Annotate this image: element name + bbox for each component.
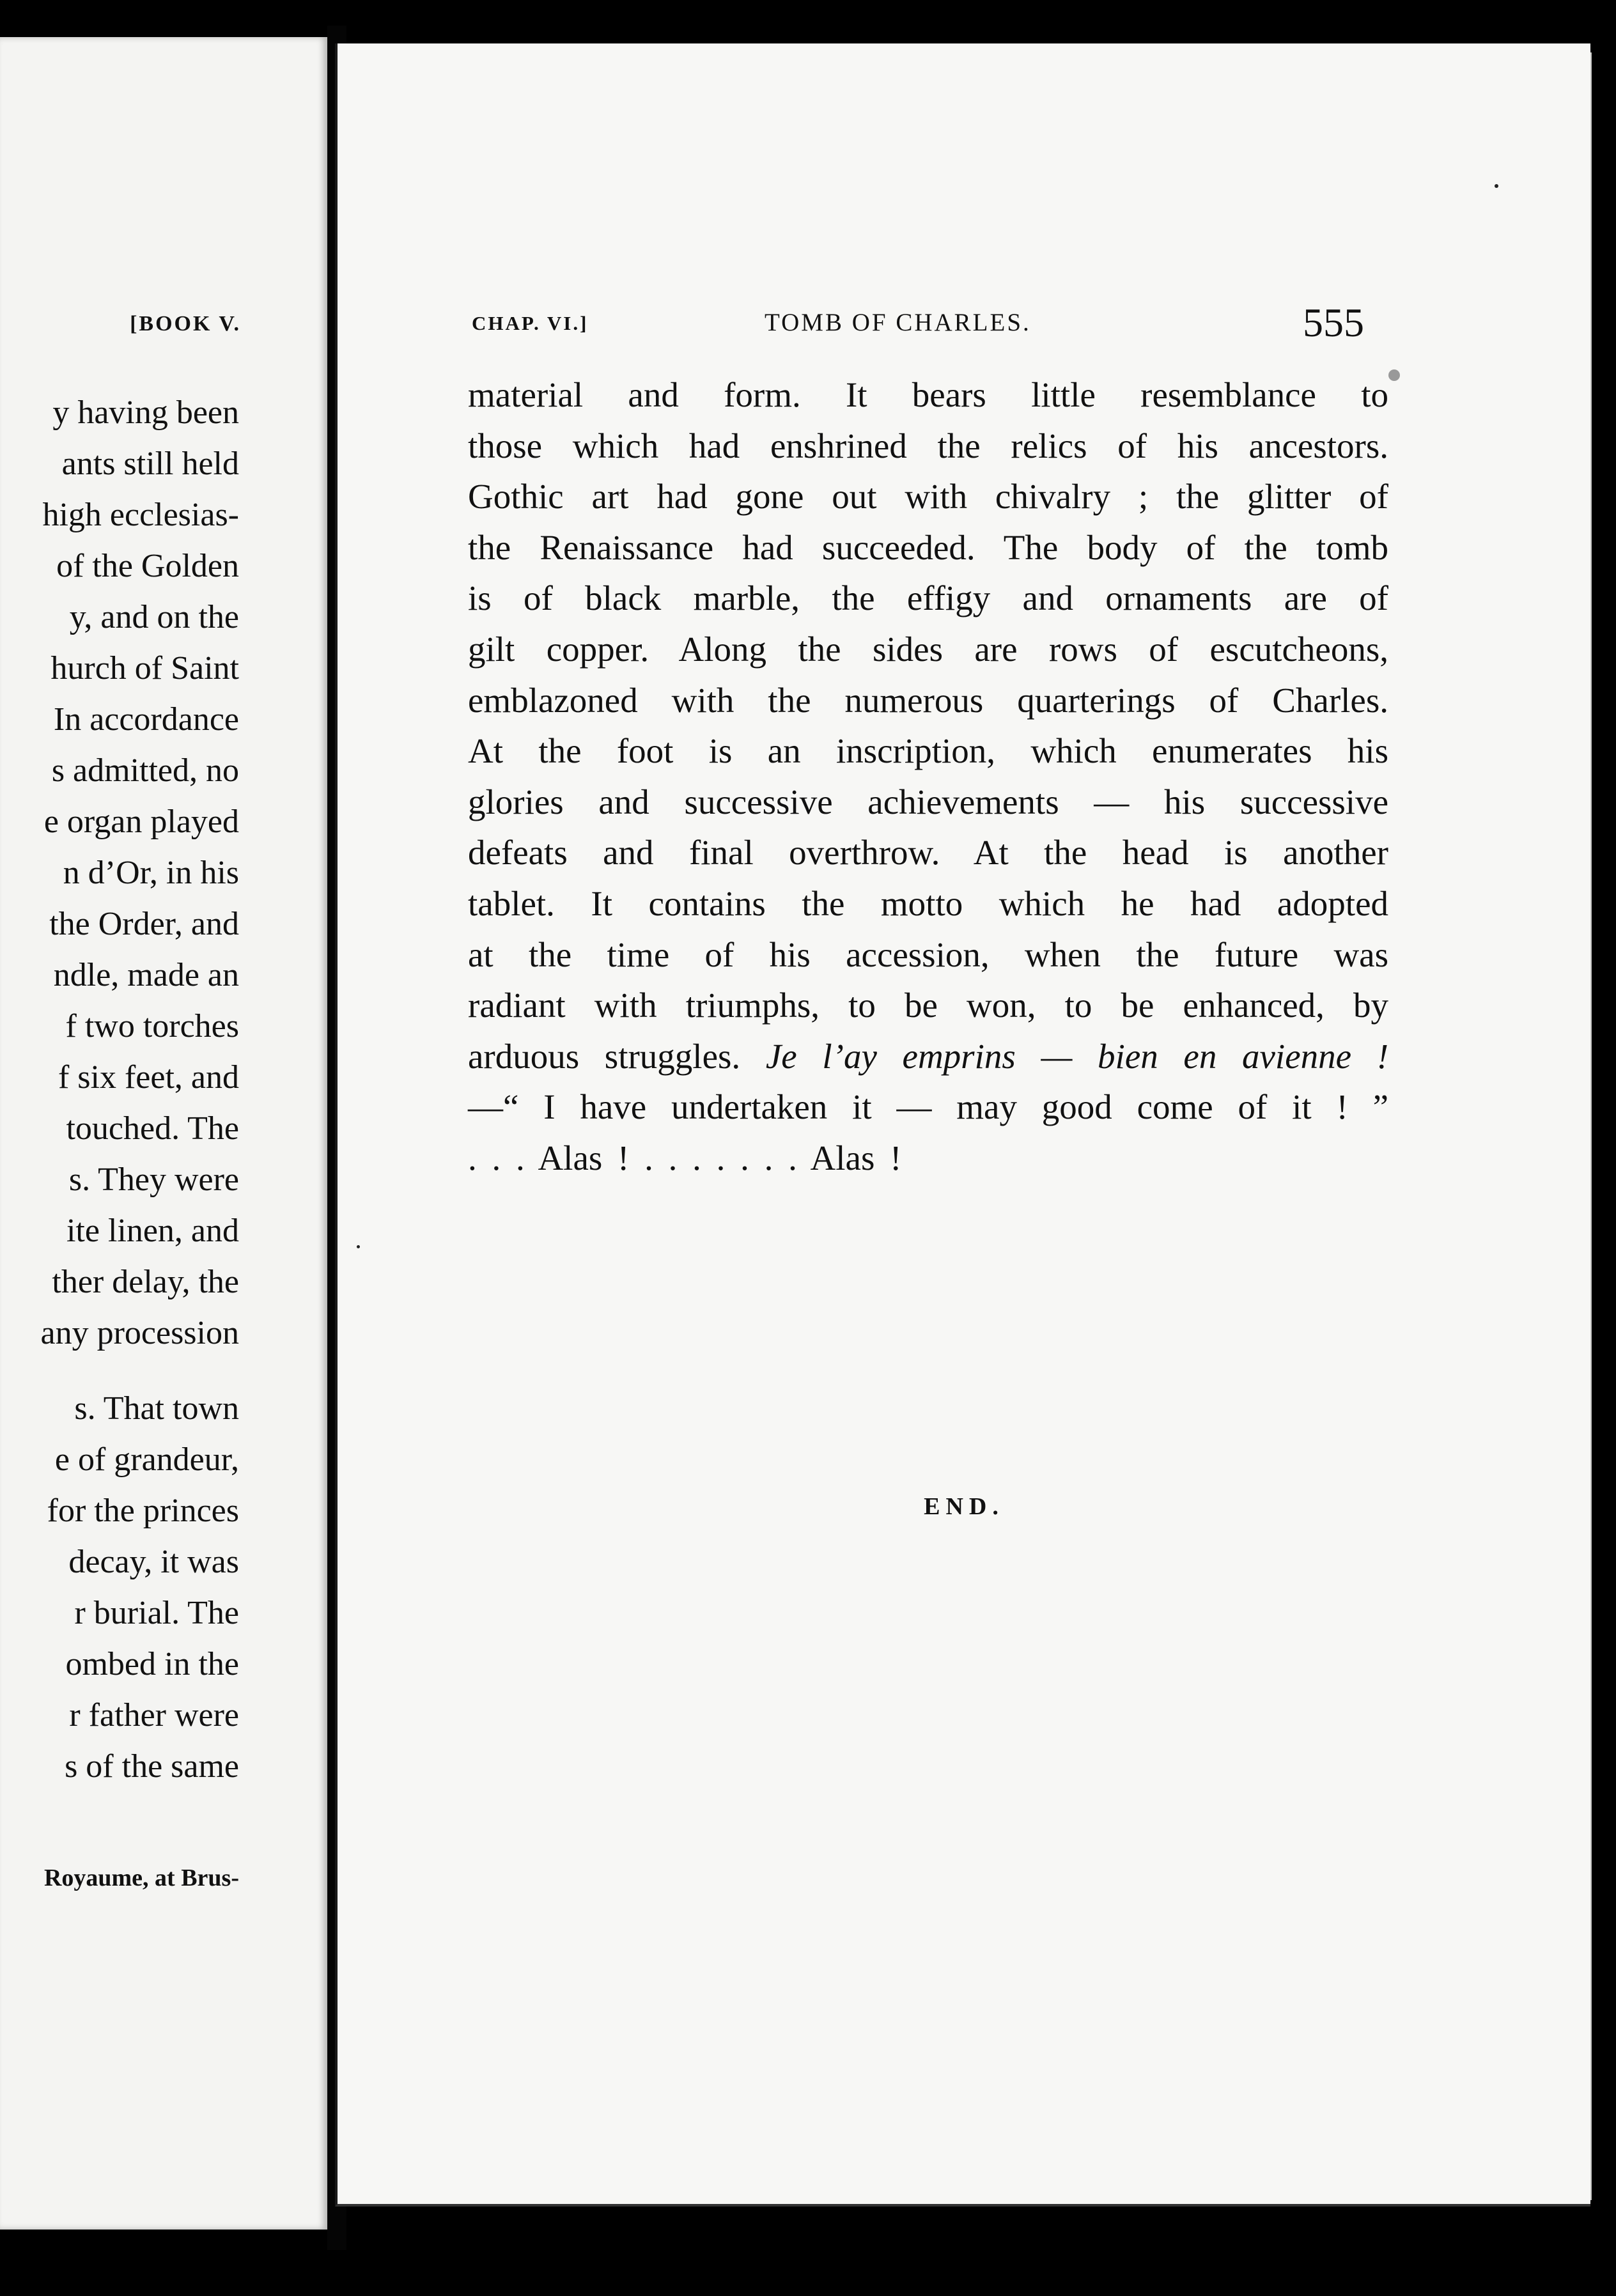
left-text-line: the Order, and: [49, 906, 239, 942]
text-line: gilt copper. Along the sides are rows of escutcheons,: [468, 629, 1388, 669]
left-text-line: s of the same: [65, 1748, 239, 1785]
left-page-text: [41, 387, 239, 1792]
text-line: the Renaissance had succeeded. The body of the tomb: [468, 527, 1388, 567]
text-line: tablet. It contains the motto which he had adopted: [468, 883, 1388, 923]
left-text-line: decay, it was: [68, 1544, 239, 1580]
left-text-line: any procession: [40, 1315, 239, 1351]
text-line: is of black marble, the effigy and ornaments are of: [468, 578, 1388, 618]
text-line: . . . Alas ! . . . . . . . Alas !: [468, 1138, 902, 1177]
left-text-line: y having been: [52, 394, 239, 431]
left-text-line: ite linen, and: [66, 1213, 239, 1249]
text-line: radiant with triumphs, to be won, to be enhanced, by: [468, 986, 1388, 1025]
left-text-line: hurch of Saint: [50, 650, 239, 686]
left-text-line: n d’Or, in his: [63, 855, 239, 891]
motto-text: Je l’ay emprins — bien en avienne !: [765, 1036, 1389, 1076]
text-line: at the time of his accession, when the future was: [468, 935, 1388, 974]
left-text-line: ndle, made an: [53, 957, 239, 993]
scan-speck: [357, 1245, 360, 1248]
left-page: [0, 37, 327, 2230]
scan-speck: [1495, 184, 1498, 188]
text-line: defeats and final overthrow. At the head is another: [468, 833, 1388, 873]
left-text-line: ombed in the: [65, 1646, 239, 1682]
left-text-line: touched. The: [66, 1110, 239, 1147]
motto-lead: arduous struggles.: [468, 1036, 741, 1076]
left-text-line: ther delay, the: [52, 1264, 239, 1300]
left-text-line: In accordance: [53, 701, 239, 738]
right-page: [335, 43, 1590, 2207]
body-text: [468, 369, 1388, 1184]
text-line: glories and successive achievements — his successive: [468, 782, 1388, 821]
text-line: Gothic art had gone out with chivalry ; the glitter of: [468, 477, 1388, 516]
left-text-line: high ecclesias-: [42, 497, 239, 533]
left-text-line: r burial. The: [74, 1595, 239, 1631]
text-line: material and form. It bears little resemblance to: [468, 375, 1388, 414]
text-line: At the foot is an inscription, which enumerates his: [468, 731, 1388, 771]
left-text-line: e organ played: [43, 803, 239, 840]
chapter-label: CHAP. VI.]: [472, 312, 589, 334]
left-footnote: Royaume, at Brus-: [43, 1865, 239, 1891]
left-text-line: of the Golden: [56, 548, 239, 584]
left-text-line: f two torches: [65, 1008, 239, 1044]
text-line: —“ I have undertaken it — may good come of it ! ”: [468, 1087, 1388, 1127]
left-text-line: s admitted, no: [51, 752, 239, 789]
left-text-line: for the princes: [47, 1493, 239, 1529]
left-text-line: y, and on the: [69, 599, 239, 635]
scan-speck: [1388, 369, 1400, 381]
page-title: TOMB OF CHARLES.: [765, 309, 1031, 336]
motto-line: [468, 1031, 1388, 1082]
left-text-line: s. That town: [74, 1390, 239, 1427]
left-text-line: r father were: [69, 1697, 239, 1734]
left-text-line: ants still held: [61, 446, 239, 482]
left-text-line: e of grandeur,: [54, 1441, 239, 1478]
text-line: those which had enshrined the relics of his ancestors.: [468, 426, 1388, 465]
text-line: emblazoned with the numerous quarterings of Charles.: [468, 680, 1388, 720]
page-number: 555: [1303, 300, 1364, 345]
running-head: [338, 272, 1590, 343]
left-running-head: [BOOK V.: [130, 312, 241, 336]
left-text-line: s. They were: [68, 1161, 239, 1198]
left-text-line: f six feet, and: [58, 1059, 239, 1096]
end-mark: END.: [924, 1493, 1004, 1520]
